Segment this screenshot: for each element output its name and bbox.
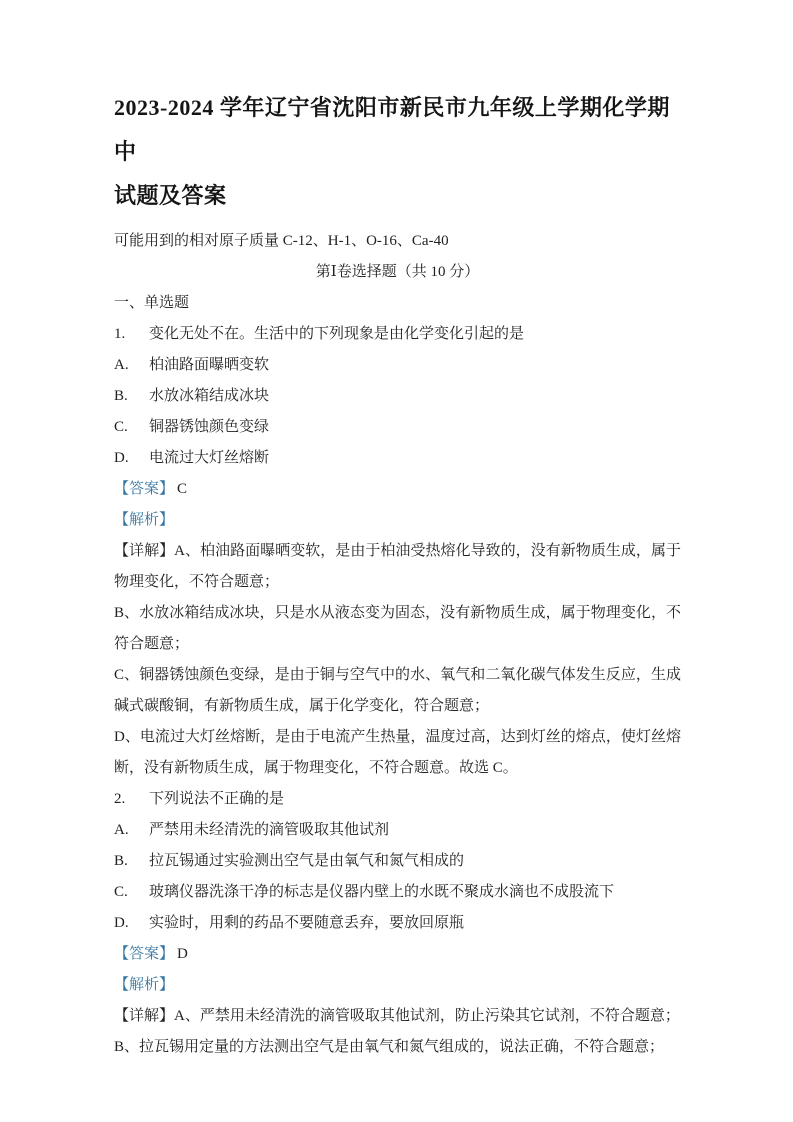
detail-paragraph: 【详解】A、柏油路面曝晒变软，是由于柏油受热熔化导致的，没有新物质生成，属于物理变化，不符合题意；	[114, 543, 681, 590]
question-2	[114, 784, 681, 1063]
option-label: B.	[114, 388, 128, 404]
option-label: D.	[114, 450, 129, 466]
question-2-answer-line	[114, 939, 681, 970]
answer-label: 【答案】	[114, 481, 175, 497]
answer-label: 【答案】	[114, 946, 175, 962]
detail-paragraph: 【详解】A、严禁用未经清洗的滴管吸取其他试剂，防止污染其它试剂，不符合题意；	[114, 1008, 680, 1024]
question-1-answer-line	[114, 474, 681, 505]
option-label: B.	[114, 853, 128, 869]
option-text: 水放冰箱结成冰块	[149, 388, 270, 404]
detail-paragraph: D、电流过大灯丝熔断，是由于电流产生热量，温度过高，达到灯丝的熔点，使灯丝熔断，没有新物质生成，属于物理变化，不符合题意。故选 C。	[114, 729, 681, 776]
option-text: 严禁用未经清洗的滴管吸取其他试剂	[149, 822, 390, 838]
part-heading: 一、单选题	[114, 295, 190, 311]
exam-title-line-1: 2023-2024 学年辽宁省沈阳市新民市九年级上学期化学期中	[114, 95, 670, 164]
question-2-stem-line	[114, 784, 681, 815]
detail-paragraph: C、铜器锈蚀颜色变绿，是由于铜与空气中的水、氧气和二氧化碳气体发生反应，生成碱式碳酸铜，有新物质生成，属于化学变化，符合题意；	[114, 667, 681, 714]
option-text: 铜器锈蚀颜色变绿	[149, 419, 270, 435]
section-heading: 第Ⅰ卷选择题（共 10 分）	[315, 264, 480, 280]
question-stem: 下列说法不正确的是	[149, 791, 285, 807]
question-1-stem-line	[114, 319, 681, 350]
question-stem: 变化无处不在。生活中的下列现象是由化学变化引起的是	[149, 326, 525, 342]
option-label: D.	[114, 915, 129, 931]
question-2-option-c	[114, 877, 681, 908]
question-number: 1.	[114, 326, 126, 342]
question-1-option-b	[114, 381, 681, 412]
question-2-option-b	[114, 846, 681, 877]
answer-value: D	[177, 946, 188, 962]
question-2-option-a	[114, 815, 681, 846]
analysis-label: 【解析】	[114, 977, 175, 993]
question-1-option-a	[114, 350, 681, 381]
option-text: 电流过大灯丝熔断	[149, 450, 270, 466]
question-number: 2.	[114, 791, 126, 807]
detail-paragraph: B、水放冰箱结成冰块，只是水从液态变为固态，没有新物质生成，属于物理变化，不符合题意；	[114, 605, 681, 652]
option-text: 玻璃仪器洗涤干净的标志是仪器内壁上的水既不聚成水滴也不成股流下	[149, 884, 615, 900]
option-text: 拉瓦锡通过实验测出空气是由氧气和氮气相成的	[149, 853, 465, 869]
option-label: A.	[114, 822, 129, 838]
analysis-label: 【解析】	[114, 512, 175, 528]
option-label: C.	[114, 884, 128, 900]
atomic-mass-note: 可能用到的相对原子质量 C-12、H-1、O-16、Ca-40	[114, 233, 449, 249]
option-text: 实验时，用剩的药品不要随意丢弃，要放回原瓶	[149, 915, 465, 931]
question-1-option-d	[114, 443, 681, 474]
question-1	[114, 319, 681, 784]
detail-paragraph: B、拉瓦锡用定量的方法测出空气是由氧气和氮气组成的，说法正确，不符合题意；	[114, 1039, 665, 1055]
question-2-analysis-line	[114, 970, 681, 1001]
question-1-analysis-line	[114, 505, 681, 536]
option-label: C.	[114, 419, 128, 435]
answer-value: C	[177, 481, 188, 497]
question-2-option-d	[114, 908, 681, 939]
exam-title	[114, 86, 681, 218]
exam-title-line-2: 试题及答案	[114, 183, 227, 208]
option-text: 柏油路面曝晒变软	[149, 357, 270, 373]
question-1-option-c	[114, 412, 681, 443]
option-label: A.	[114, 357, 129, 373]
